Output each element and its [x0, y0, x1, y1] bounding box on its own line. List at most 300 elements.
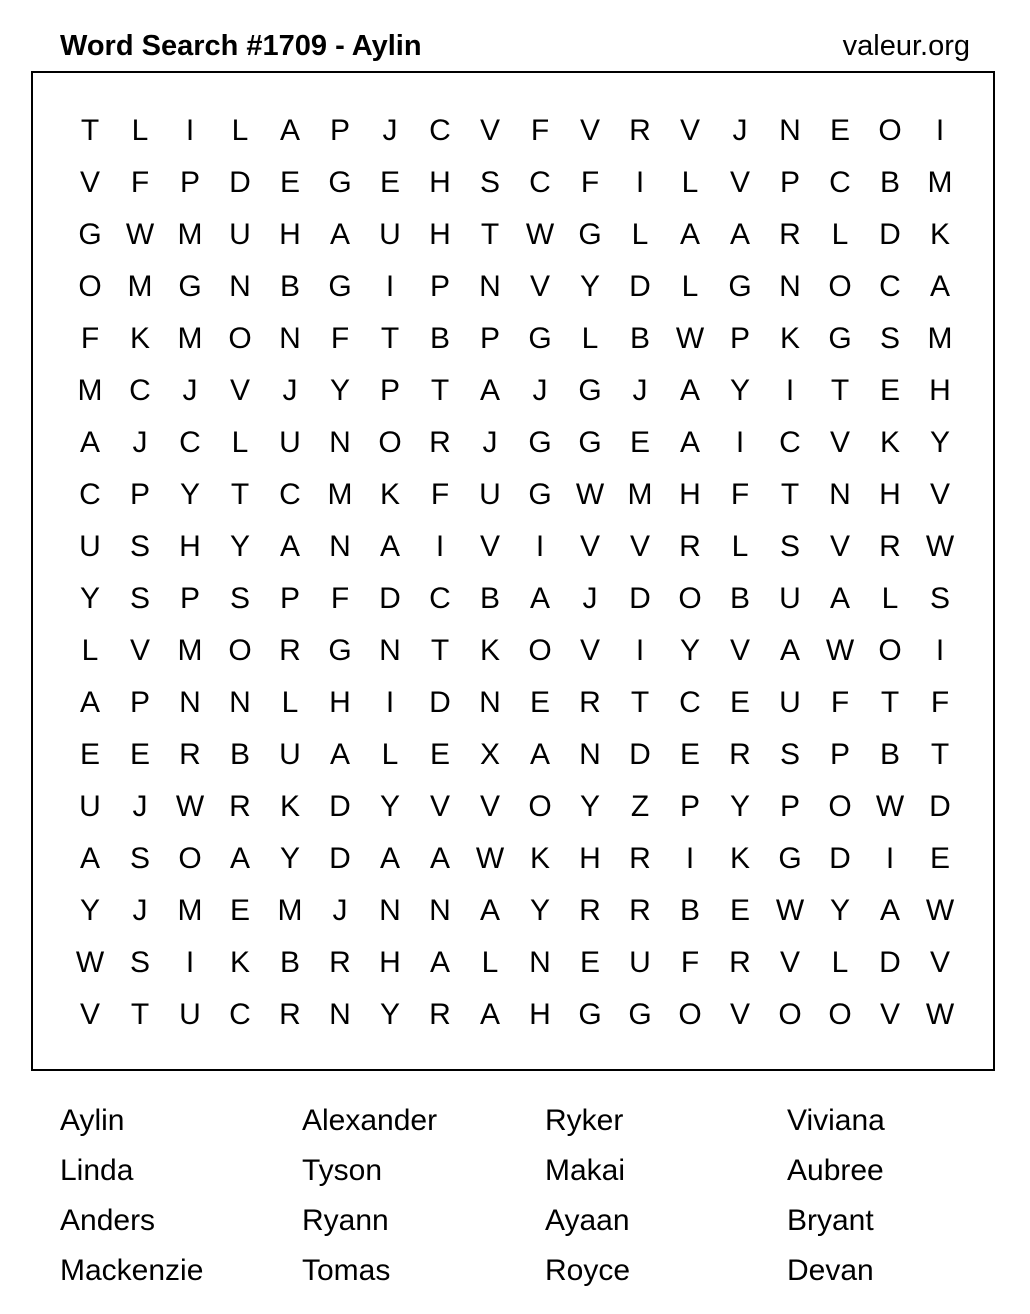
grid-letter: Y — [929, 426, 950, 459]
grid-letter: D — [629, 738, 651, 771]
grid-letter: H — [679, 478, 701, 511]
grid-letter: E — [679, 738, 700, 771]
grid-letter: H — [879, 478, 901, 511]
word-list-item: Aubree — [787, 1154, 884, 1187]
grid-letter: R — [679, 530, 701, 563]
grid-letter: F — [530, 114, 550, 147]
grid-letter: L — [731, 530, 749, 563]
grid-letter: L — [81, 634, 99, 667]
grid-letter: K — [779, 322, 800, 355]
grid-letter: J — [582, 582, 598, 615]
grid-letter: Y — [729, 374, 750, 407]
grid-letter: V — [479, 114, 500, 147]
grid-letter: K — [129, 322, 150, 355]
grid-letter: V — [729, 166, 750, 199]
grid-letter: K — [729, 842, 750, 875]
word-list-item: Anders — [60, 1204, 156, 1237]
grid-letter: G — [578, 374, 602, 407]
grid-letter: O — [78, 270, 102, 303]
grid-letter: G — [178, 270, 202, 303]
site-name: valeur.org — [842, 30, 970, 62]
grid-letter: A — [379, 530, 400, 563]
grid-letter: S — [479, 166, 500, 199]
grid-letter: G — [78, 218, 102, 251]
grid-letter: A — [79, 426, 100, 459]
grid-letter: E — [529, 686, 550, 719]
grid-letter: N — [329, 426, 351, 459]
grid-letter: E — [729, 894, 750, 927]
grid-letter: N — [579, 738, 601, 771]
grid-letter: T — [780, 478, 800, 511]
word-list-item: Bryant — [787, 1204, 874, 1237]
grid-letter: N — [179, 686, 201, 719]
grid-letter: P — [779, 166, 800, 199]
grid-letter: I — [685, 842, 695, 875]
grid-letter: G — [628, 998, 652, 1031]
grid-letter: A — [229, 842, 250, 875]
grid-letter: N — [479, 686, 501, 719]
grid-letter: D — [879, 946, 901, 979]
grid-letter: D — [929, 790, 951, 823]
grid-letter: P — [329, 114, 350, 147]
grid-letter: L — [881, 582, 899, 615]
grid-letter: F — [130, 166, 150, 199]
grid-letter: Y — [829, 894, 850, 927]
word-list-item: Tyson — [302, 1154, 383, 1187]
word-list-item: Royce — [545, 1254, 631, 1287]
grid-letter: M — [177, 322, 203, 355]
grid-letter: S — [229, 582, 250, 615]
grid-letter: B — [679, 894, 700, 927]
grid-letter: P — [129, 478, 150, 511]
grid-letter: W — [125, 218, 155, 251]
grid-letter: P — [179, 582, 200, 615]
grid-letter: A — [79, 686, 100, 719]
grid-letter: Z — [630, 790, 650, 823]
grid-letter: T — [430, 374, 450, 407]
grid-letter: T — [630, 686, 650, 719]
grid-letter: S — [129, 530, 150, 563]
grid-letter: I — [185, 946, 195, 979]
grid-letter: R — [279, 634, 301, 667]
grid-letter: L — [581, 322, 599, 355]
grid-letter: V — [579, 634, 600, 667]
grid-letter: V — [129, 634, 150, 667]
grid-letter: H — [379, 946, 401, 979]
grid-letter: F — [680, 946, 700, 979]
grid-letter: E — [729, 686, 750, 719]
grid-letter: P — [829, 738, 850, 771]
grid-letter: N — [379, 894, 401, 927]
grid-letter: Y — [279, 842, 300, 875]
word-list-item: Aylin — [60, 1104, 125, 1137]
grid-letter: M — [127, 270, 153, 303]
grid-letter: E — [629, 426, 650, 459]
grid-letter: A — [929, 270, 950, 303]
grid-letter: Y — [379, 998, 400, 1031]
grid-letter: N — [779, 270, 801, 303]
grid-letter: L — [631, 218, 649, 251]
grid-letter: N — [329, 530, 351, 563]
grid-letter: I — [435, 530, 445, 563]
grid-letter: Y — [579, 270, 600, 303]
grid-letter: Y — [529, 894, 550, 927]
grid-letter: V — [579, 114, 600, 147]
grid-letter: C — [279, 478, 301, 511]
grid-letter: G — [828, 322, 852, 355]
grid-letter: T — [480, 218, 500, 251]
grid-letter: O — [228, 322, 252, 355]
grid-letter: W — [925, 894, 955, 927]
grid-letter: Y — [79, 582, 100, 615]
word-list-item: Devan — [787, 1254, 874, 1287]
grid-letter: D — [329, 842, 351, 875]
grid-letter: S — [779, 738, 800, 771]
grid-letter: L — [131, 114, 149, 147]
grid-letter: H — [529, 998, 551, 1031]
grid-letter: A — [529, 582, 550, 615]
grid-letter: V — [779, 946, 800, 979]
grid-letter: R — [879, 530, 901, 563]
grid-letter: X — [479, 738, 500, 771]
grid-letter: U — [229, 218, 251, 251]
grid-letter: C — [679, 686, 701, 719]
grid-letter: H — [429, 166, 451, 199]
grid-letter: N — [379, 634, 401, 667]
grid-letter: D — [429, 686, 451, 719]
grid-letter: T — [130, 998, 150, 1031]
grid-letter: W — [825, 634, 855, 667]
grid-letter: C — [429, 582, 451, 615]
grid-letter: A — [529, 738, 550, 771]
grid-letter: O — [878, 634, 902, 667]
grid-letter: V — [479, 530, 500, 563]
grid-letter: U — [629, 946, 651, 979]
grid-letter: R — [429, 998, 451, 1031]
grid-letter: E — [129, 738, 150, 771]
grid-letter: I — [635, 634, 645, 667]
grid-letter: E — [79, 738, 100, 771]
header — [60, 28, 970, 68]
grid-letter: J — [532, 374, 548, 407]
grid-letter: A — [479, 998, 500, 1031]
grid-letter: V — [929, 478, 950, 511]
grid-letter: K — [929, 218, 950, 251]
grid-letter: U — [479, 478, 501, 511]
grid-letter: A — [429, 842, 450, 875]
grid-letter: B — [279, 270, 300, 303]
grid-letter: E — [229, 894, 250, 927]
grid-letter: G — [528, 426, 552, 459]
grid-letter: P — [429, 270, 450, 303]
grid-letter: J — [332, 894, 348, 927]
grid-letter: I — [935, 114, 945, 147]
grid-letter: Y — [579, 790, 600, 823]
grid-letter: C — [879, 270, 901, 303]
grid-letter: V — [529, 270, 550, 303]
grid-letter: P — [779, 790, 800, 823]
grid-letter: I — [735, 426, 745, 459]
word-list-item: Makai — [545, 1154, 626, 1187]
grid-letter: T — [430, 634, 450, 667]
grid-letter: B — [629, 322, 650, 355]
grid-letter: E — [879, 374, 900, 407]
word-list-item: Tomas — [302, 1254, 391, 1287]
grid-letter: N — [779, 114, 801, 147]
grid-letter: A — [279, 530, 300, 563]
grid-letter: O — [678, 998, 702, 1031]
grid-letter: U — [279, 426, 301, 459]
grid-letter: N — [429, 894, 451, 927]
grid-letter: T — [830, 374, 850, 407]
grid-letter: N — [229, 270, 251, 303]
grid-letter: S — [129, 842, 150, 875]
grid-letter: W — [775, 894, 805, 927]
grid-letter: R — [579, 686, 601, 719]
grid-letter: L — [831, 218, 849, 251]
grid-letter: F — [830, 686, 850, 719]
grid-letter: S — [779, 530, 800, 563]
word-list-item: Ryker — [545, 1104, 624, 1137]
grid-letter: M — [927, 166, 953, 199]
grid-letter: L — [681, 166, 699, 199]
grid-letter: P — [729, 322, 750, 355]
grid-letter: R — [429, 426, 451, 459]
grid-letter: L — [481, 946, 499, 979]
grid-letter: T — [880, 686, 900, 719]
grid-letter: W — [525, 218, 555, 251]
grid-letter: F — [930, 686, 950, 719]
grid-letter: B — [229, 738, 250, 771]
grid-letter: V — [829, 530, 850, 563]
grid-letter: I — [385, 270, 395, 303]
grid-letter: D — [229, 166, 251, 199]
grid-letter: B — [879, 166, 900, 199]
grid-letter: R — [629, 842, 651, 875]
grid-letter: A — [879, 894, 900, 927]
grid-letter: P — [129, 686, 150, 719]
grid-letter: R — [629, 894, 651, 927]
grid-letter: C — [179, 426, 201, 459]
grid-letter: B — [429, 322, 450, 355]
grid-letter: M — [77, 374, 103, 407]
grid-letter: C — [429, 114, 451, 147]
grid-letter: R — [329, 946, 351, 979]
grid-letter: K — [529, 842, 550, 875]
grid-letter: W — [875, 790, 905, 823]
grid-letter: A — [329, 738, 350, 771]
grid-letter: J — [182, 374, 198, 407]
grid-letter: L — [681, 270, 699, 303]
grid-letter: R — [729, 738, 751, 771]
grid-letter: V — [79, 166, 100, 199]
grid-letter: G — [578, 426, 602, 459]
grid-letter: O — [878, 114, 902, 147]
word-list-item: Alexander — [302, 1104, 438, 1137]
puzzle-title: Word Search #1709 - Aylin — [60, 30, 422, 62]
grid-letter: Y — [179, 478, 200, 511]
grid-letter: G — [528, 322, 552, 355]
grid-letter: T — [230, 478, 250, 511]
grid-letter: K — [279, 790, 300, 823]
grid-letter: A — [329, 218, 350, 251]
grid-letter: V — [229, 374, 250, 407]
grid-letter: C — [779, 426, 801, 459]
grid-letter: A — [679, 374, 700, 407]
grid-letter: R — [779, 218, 801, 251]
grid-letter: E — [829, 114, 850, 147]
grid-letter: I — [185, 114, 195, 147]
grid-letter: K — [479, 634, 500, 667]
grid-letter: Y — [229, 530, 250, 563]
grid-letter: C — [129, 374, 151, 407]
grid-letter: B — [729, 582, 750, 615]
grid-letter: B — [879, 738, 900, 771]
grid-letter: H — [579, 842, 601, 875]
grid-letter: E — [929, 842, 950, 875]
grid-letter: A — [779, 634, 800, 667]
grid-letter: I — [635, 166, 645, 199]
word-list-item: Linda — [60, 1154, 134, 1187]
grid-letter: O — [528, 790, 552, 823]
grid-letter: F — [330, 322, 350, 355]
grid-letter: U — [379, 218, 401, 251]
grid-letter: T — [380, 322, 400, 355]
grid-letter: H — [929, 374, 951, 407]
grid-letter: N — [229, 686, 251, 719]
grid-letter: A — [279, 114, 300, 147]
grid-letter: V — [829, 426, 850, 459]
grid-letter: M — [177, 634, 203, 667]
grid-letter: M — [177, 218, 203, 251]
grid-letter: W — [925, 998, 955, 1031]
grid-letter: G — [328, 634, 352, 667]
grid-letter: O — [178, 842, 202, 875]
grid-letter: C — [79, 478, 101, 511]
grid-letter: B — [479, 582, 500, 615]
letter-grid — [33, 73, 997, 1073]
grid-letter: U — [779, 686, 801, 719]
grid-letter: J — [282, 374, 298, 407]
grid-letter: P — [479, 322, 500, 355]
grid-letter: Y — [79, 894, 100, 927]
grid-letter: H — [329, 686, 351, 719]
grid-letter: R — [179, 738, 201, 771]
grid-letter: L — [231, 114, 249, 147]
grid-letter: O — [828, 998, 852, 1031]
grid-letter: K — [879, 426, 900, 459]
grid-letter: H — [179, 530, 201, 563]
grid-letter: A — [79, 842, 100, 875]
grid-letter: D — [629, 270, 651, 303]
grid-letter: R — [579, 894, 601, 927]
word-list — [60, 1096, 1030, 1306]
grid-letter: O — [778, 998, 802, 1031]
grid-letter: Y — [329, 374, 350, 407]
grid-letter: W — [175, 790, 205, 823]
grid-letter: F — [580, 166, 600, 199]
grid-letter: S — [879, 322, 900, 355]
grid-letter: F — [730, 478, 750, 511]
grid-letter: Y — [729, 790, 750, 823]
grid-letter: U — [79, 530, 101, 563]
word-list-item: Ayaan — [545, 1204, 630, 1237]
grid-letter: K — [379, 478, 400, 511]
grid-letter: I — [785, 374, 795, 407]
grid-letter: V — [879, 998, 900, 1031]
grid-letter: A — [729, 218, 750, 251]
grid-letter: A — [479, 374, 500, 407]
grid-letter: R — [629, 114, 651, 147]
grid-letter: R — [729, 946, 751, 979]
grid-letter: V — [729, 634, 750, 667]
grid-letter: W — [925, 530, 955, 563]
grid-letter: I — [885, 842, 895, 875]
grid-letter: V — [729, 998, 750, 1031]
letter-grid-frame — [31, 71, 995, 1071]
grid-letter: G — [578, 218, 602, 251]
grid-letter: E — [579, 946, 600, 979]
grid-letter: A — [379, 842, 400, 875]
grid-letter: S — [129, 582, 150, 615]
grid-letter: O — [828, 790, 852, 823]
grid-letter: D — [329, 790, 351, 823]
grid-letter: M — [177, 894, 203, 927]
grid-letter: U — [779, 582, 801, 615]
grid-letter: C — [229, 998, 251, 1031]
grid-letter: L — [381, 738, 399, 771]
grid-letter: W — [575, 478, 605, 511]
word-list-item: Mackenzie — [60, 1254, 204, 1287]
grid-letter: D — [879, 218, 901, 251]
grid-letter: O — [378, 426, 402, 459]
grid-letter: Y — [379, 790, 400, 823]
grid-letter: N — [529, 946, 551, 979]
grid-letter: K — [229, 946, 250, 979]
grid-letter: O — [528, 634, 552, 667]
grid-letter: O — [678, 582, 702, 615]
grid-letter: P — [679, 790, 700, 823]
grid-letter: P — [379, 374, 400, 407]
grid-letter: V — [929, 946, 950, 979]
grid-letter: D — [629, 582, 651, 615]
grid-letter: F — [330, 582, 350, 615]
grid-letter: O — [228, 634, 252, 667]
grid-letter: F — [430, 478, 450, 511]
grid-letter: U — [179, 998, 201, 1031]
grid-letter: A — [479, 894, 500, 927]
grid-letter: U — [79, 790, 101, 823]
grid-letter: C — [829, 166, 851, 199]
grid-letter: R — [279, 998, 301, 1031]
grid-letter: J — [632, 374, 648, 407]
grid-letter: J — [482, 426, 498, 459]
grid-letter: P — [279, 582, 300, 615]
grid-letter: J — [132, 894, 148, 927]
grid-letter: A — [679, 426, 700, 459]
grid-letter: A — [829, 582, 850, 615]
grid-letter: N — [329, 998, 351, 1031]
grid-letter: U — [279, 738, 301, 771]
grid-letter: O — [828, 270, 852, 303]
grid-letter: A — [679, 218, 700, 251]
grid-letter: Y — [679, 634, 700, 667]
grid-letter: N — [279, 322, 301, 355]
grid-letter: E — [429, 738, 450, 771]
grid-letter: L — [231, 426, 249, 459]
grid-letter: E — [279, 166, 300, 199]
grid-letter: M — [927, 322, 953, 355]
